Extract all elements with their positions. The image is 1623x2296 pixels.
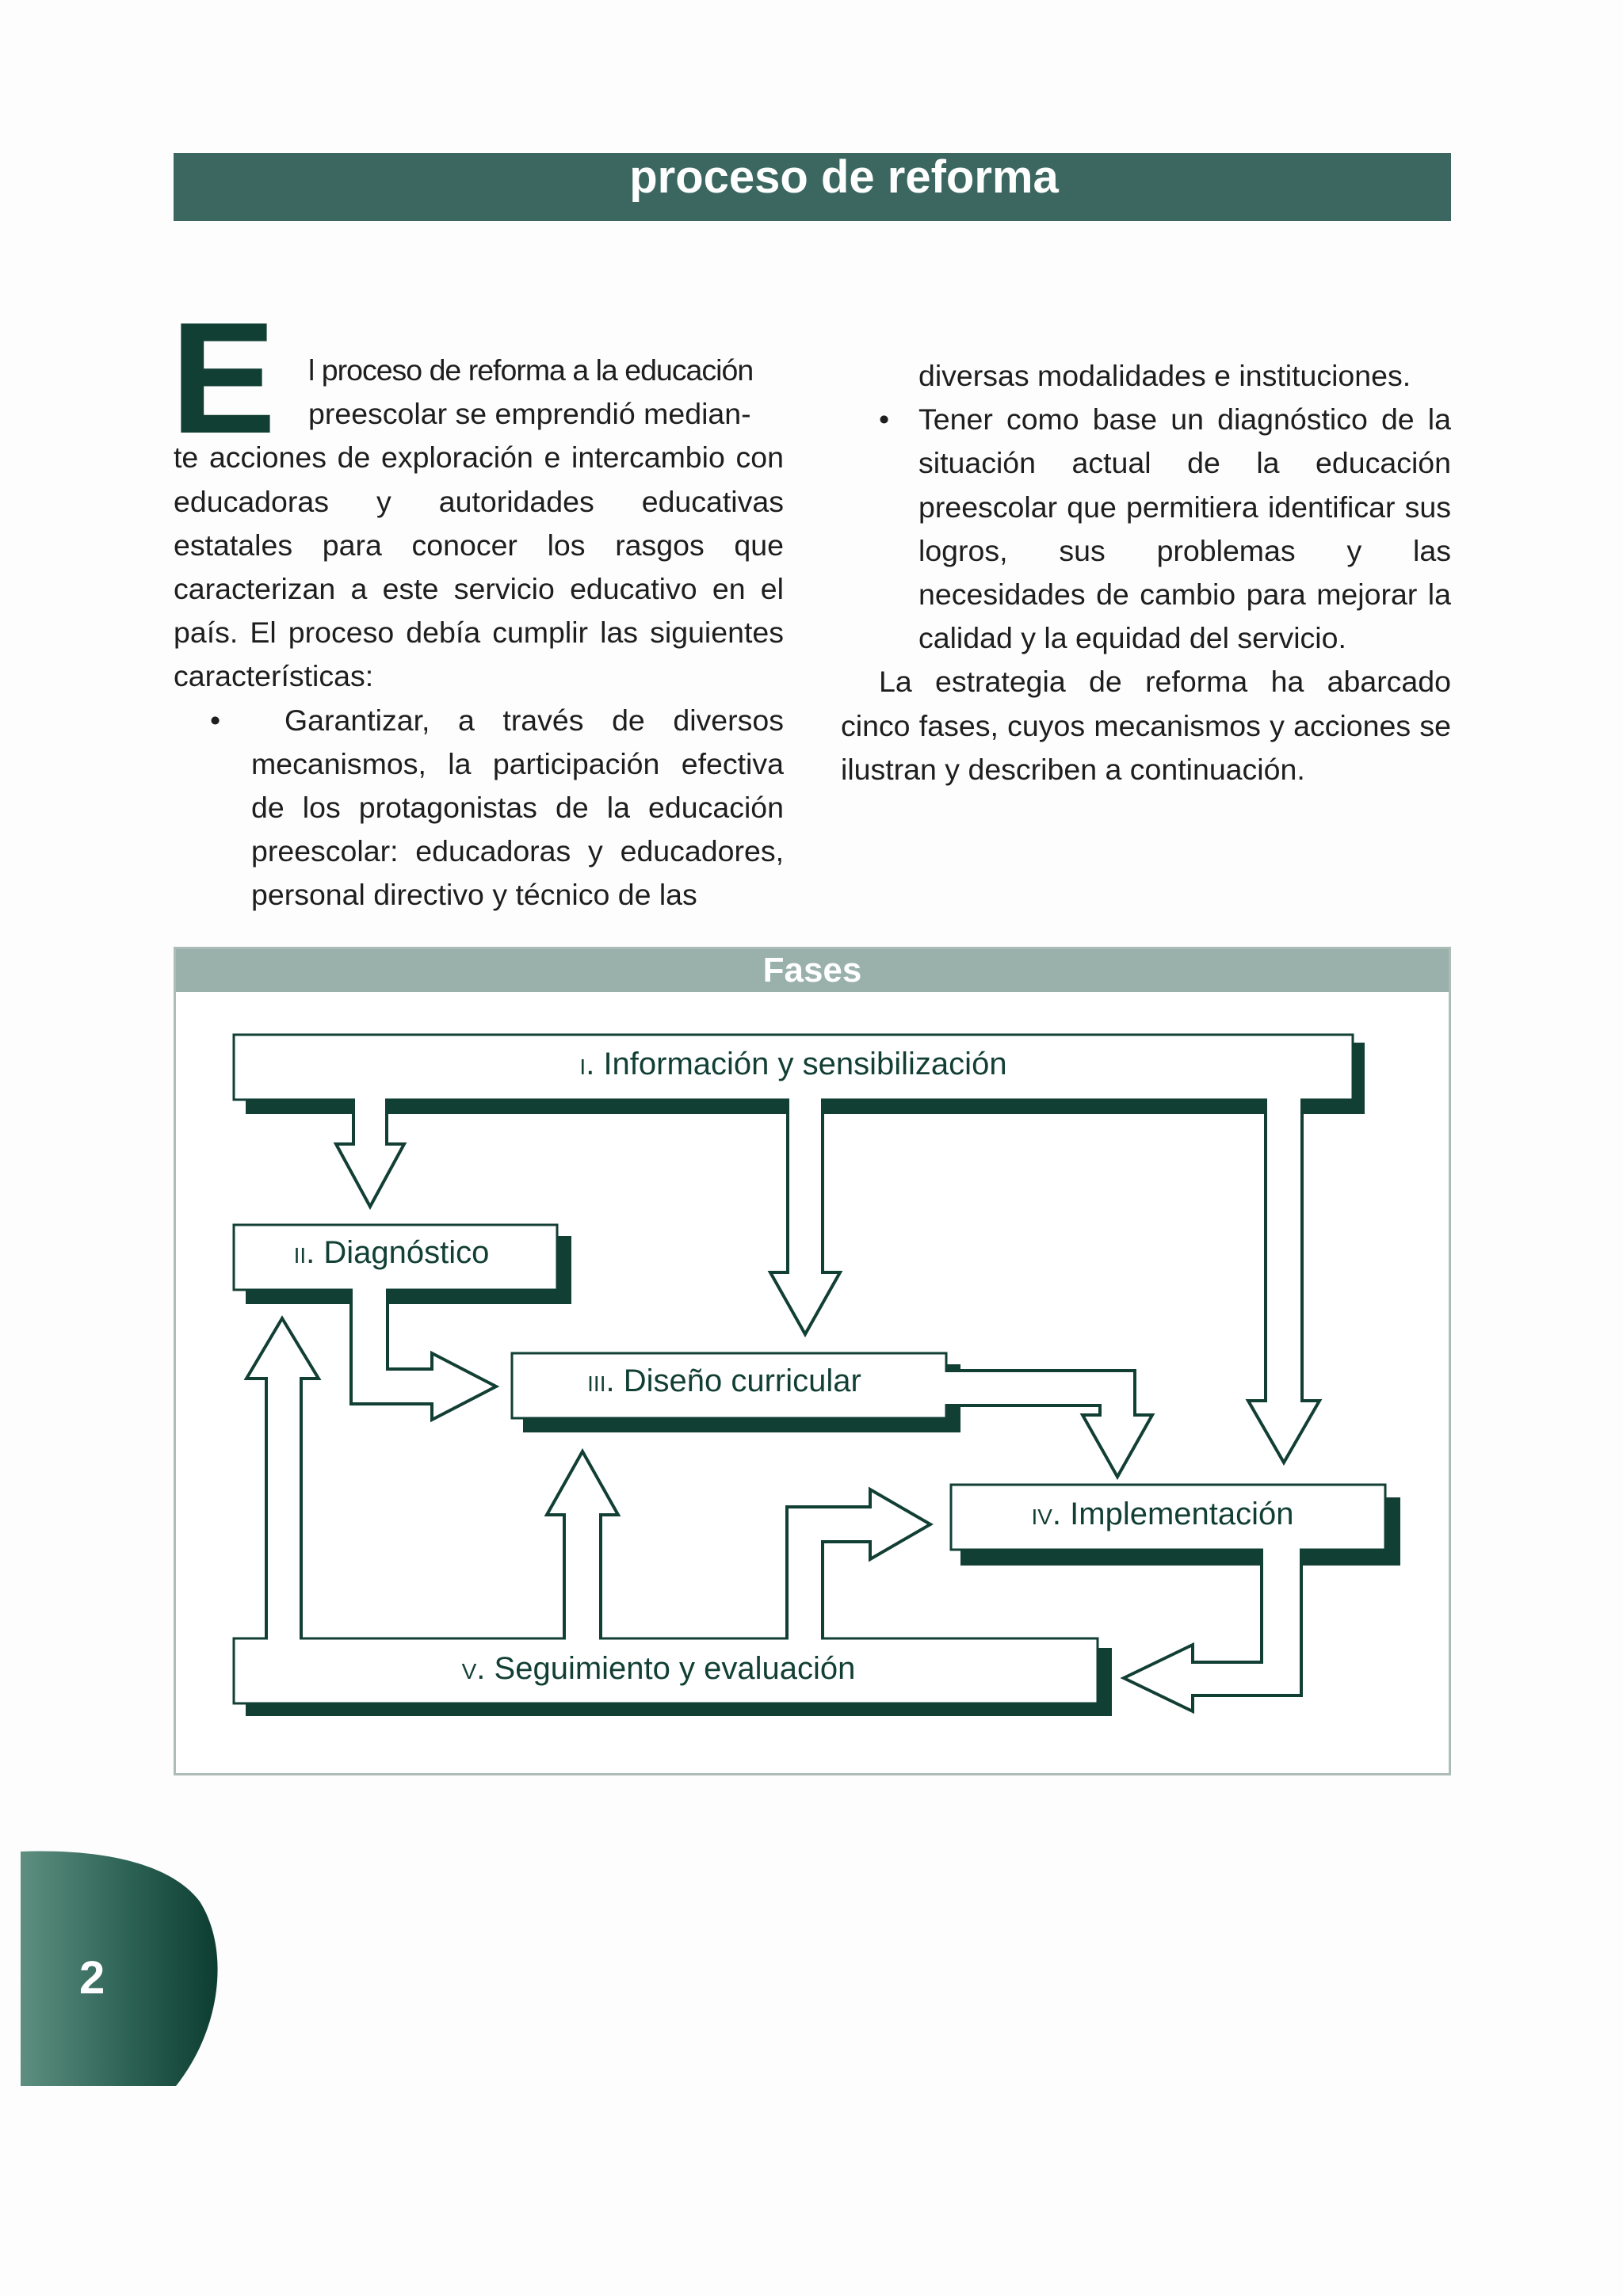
bullet-2-text: Tener como base un diagnóstico de la situación actual de la educación preescolar que permitiera identificar sus logros, sus problemas y las necesidades de cambio para mejorar la calidad y la equidad del servicio. (918, 402, 1451, 655)
arrow-i-to-iii (770, 1100, 840, 1334)
bullet-icon: • (210, 703, 221, 737)
phase-label-i: I. Información y sensibilización (579, 1047, 1007, 1081)
page-title: proceso de reforma (629, 151, 1059, 203)
phase-label-ii: II. Diagnóstico (293, 1235, 490, 1270)
intro-line-2: preescolar se emprendió median- (308, 397, 751, 431)
closing-paragraph: La estrategia de reforma ha abarcado cinco fases, cuyos mecanismos y acciones se ilustran y describen a continuación. (841, 665, 1451, 786)
bullet-icon: • (879, 402, 890, 437)
phase-label-iv: IV. Implementación (1031, 1497, 1294, 1531)
arrow-v-to-iv (787, 1489, 930, 1640)
intro-line-1: l proceso de reforma a la educación (308, 353, 754, 387)
bullet-1-continued-text: diversas modalidades e instituciones. (918, 359, 1411, 392)
arrow-v-to-ii (246, 1318, 319, 1640)
arrow-ii-to-iii (351, 1290, 496, 1420)
phase-label-iii: III. Diseño curricular (587, 1363, 861, 1398)
page-number: 2 (79, 1952, 105, 2004)
bullet-1-text: Garantizar, a través de diversos mecanismos, la participación efectiva de los protagonistas de la educación preescolar: educadoras y educadores, personal directivo y técnico de las (251, 703, 784, 912)
arrow-iii-to-iv (943, 1371, 1152, 1477)
phases-title: Fases (762, 951, 862, 990)
arrow-iv-to-v (1124, 1550, 1301, 1711)
drop-cap: E (170, 290, 277, 467)
phase-label-v: V. Seguimiento y evaluación (461, 1651, 856, 1686)
arrow-v-to-iii (547, 1451, 618, 1640)
arrow-i-to-ii (336, 1100, 404, 1207)
arrow-i-to-iv (1248, 1100, 1319, 1463)
intro-paragraph-rest: te acciones de exploración e intercambio con educadoras y autoridades educativas estatales para conocer los rasgos que caracterizan a este servicio educativo en el país. El proceso debía cumplir las siguientes características: (174, 441, 784, 693)
page-number-tab (21, 1852, 218, 2086)
